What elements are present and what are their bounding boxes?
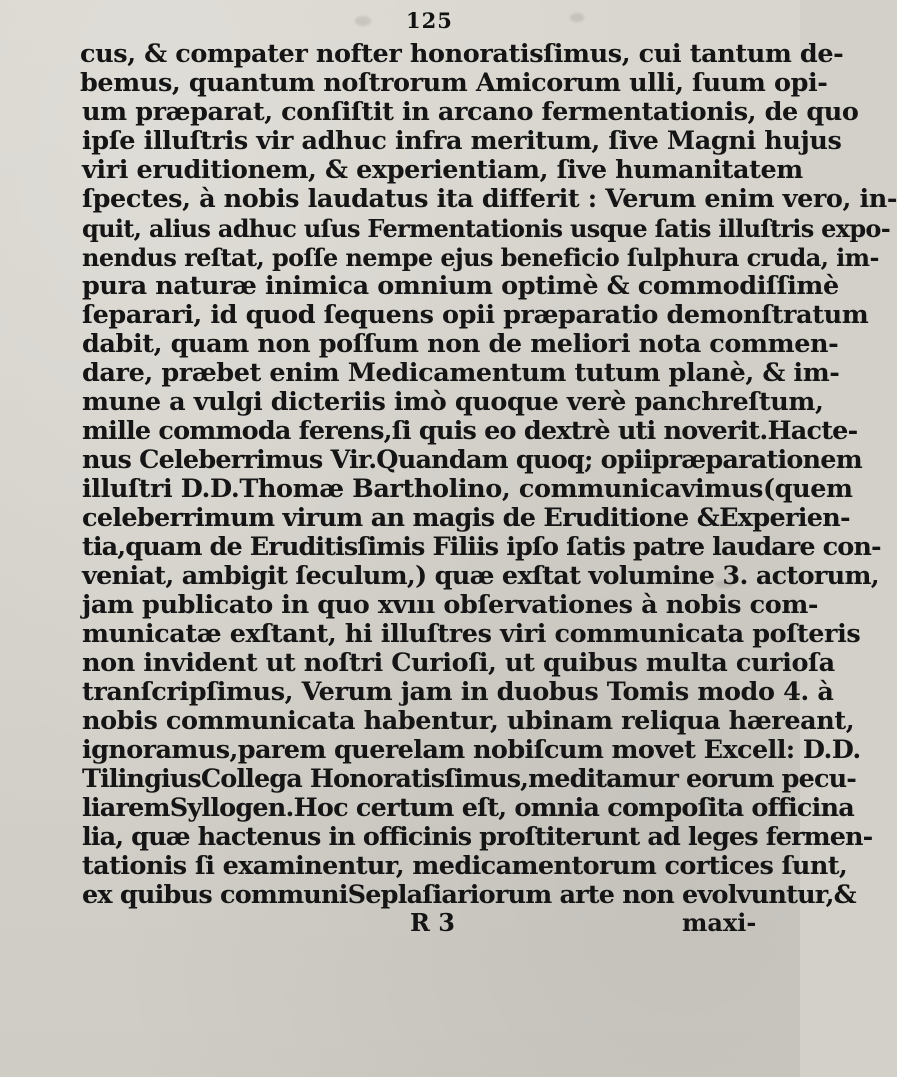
signature-mark: R 3 xyxy=(410,908,455,937)
text-line: nendus reſtat, poſſe nempe ejus beneficio ſulphura cruda, im- xyxy=(82,243,879,272)
text-line: liaremSyllogen.Hoc certum eſt, omnia compoſita officina xyxy=(82,793,854,823)
text-line: ex quibus communiSeplaſiariorum arte non evolvuntur,& xyxy=(82,880,856,910)
ink-smudge xyxy=(355,16,371,26)
text-line: bemus, quantum noſtrorum Amicorum ulli, ſuum opi- xyxy=(80,68,828,98)
ink-smudge xyxy=(715,580,733,588)
text-line: ipſe illuſtris vir adhuc infra meritum, ſive Magni hujus xyxy=(82,126,842,156)
text-line: nus Celeberrimus Vir.Quandam quoq; opiipræparationem xyxy=(82,445,862,475)
text-line: mune a vulgi dicteriis imò quoque verè panchreſtum, xyxy=(82,387,824,417)
text-line: tationis ſi examinentur, medicamentorum cortices ſunt, xyxy=(82,851,848,881)
text-line: ſeparari, id quod ſequens opii præparatio demonſtratum xyxy=(82,300,869,330)
text-line: viri eruditionem, & experientiam, ſive humanitatem xyxy=(82,155,803,185)
text-line: ignoramus,parem querelam nobiſcum movet Excell: D.D. xyxy=(82,735,861,765)
text-line: tia,quam de Eruditisſimis Filiis ipſo ſatis patre laudare con- xyxy=(82,532,881,562)
text-line: um præparat, conſiſtit in arcano fermentationis, de quo xyxy=(82,97,859,127)
text-line: pura naturæ inimica omnium optimè & commodiſſimè xyxy=(82,271,839,301)
text-line: non invident ut noſtri Curioſi, ut quibus multa curioſa xyxy=(82,648,835,678)
text-line: tranſcripſimus, Verum jam in duobus Tomis modo 4. à xyxy=(82,677,834,707)
text-line: municatæ exſtant, hi illuſtres viri communicata poſteris xyxy=(82,619,861,649)
text-line: lia, quæ hactenus in officinis proſtiterunt ad leges fermen- xyxy=(82,822,873,852)
text-line: nobis communicata habentur, ubinam reliqua hæreant, xyxy=(82,706,855,736)
text-line: TilingiusCollega Honoratisſimus,meditamur eorum pecu- xyxy=(82,764,856,794)
catchword: maxi- xyxy=(682,908,757,937)
text-line: dabit, quam non poſſum non de meliori nota commen- xyxy=(82,329,839,359)
text-line: cus, & compater nofter honoratisſimus, cui tantum de- xyxy=(80,39,844,69)
text-line: illuſtri D.D.Thomæ Bartholino, communicavimus(quem xyxy=(82,474,853,504)
text-line: quit, alius adhuc uſus Fermentationis usque ſatis illuſtris expo- xyxy=(82,214,891,243)
text-line: mille commoda ferens,ſi quis eo dextrè uti noverit.Hacte- xyxy=(82,416,858,446)
text-line: jam publicato in quo xvııı obſervationes à nobis com- xyxy=(82,590,819,620)
text-line: dare, præbet enim Medicamentum tutum planè, & im- xyxy=(82,358,840,388)
text-line: ſpectes, à nobis laudatus ita differit : Verum enim vero, in- xyxy=(82,184,897,214)
page-number: 125 xyxy=(406,8,453,33)
text-line: veniat, ambigit ſeculum,) quæ exſtat volumine 3. actorum, xyxy=(82,561,879,591)
ink-smudge xyxy=(570,13,584,22)
text-line: celeberrimum virum an magis de Eruditione &Experien- xyxy=(82,503,850,533)
